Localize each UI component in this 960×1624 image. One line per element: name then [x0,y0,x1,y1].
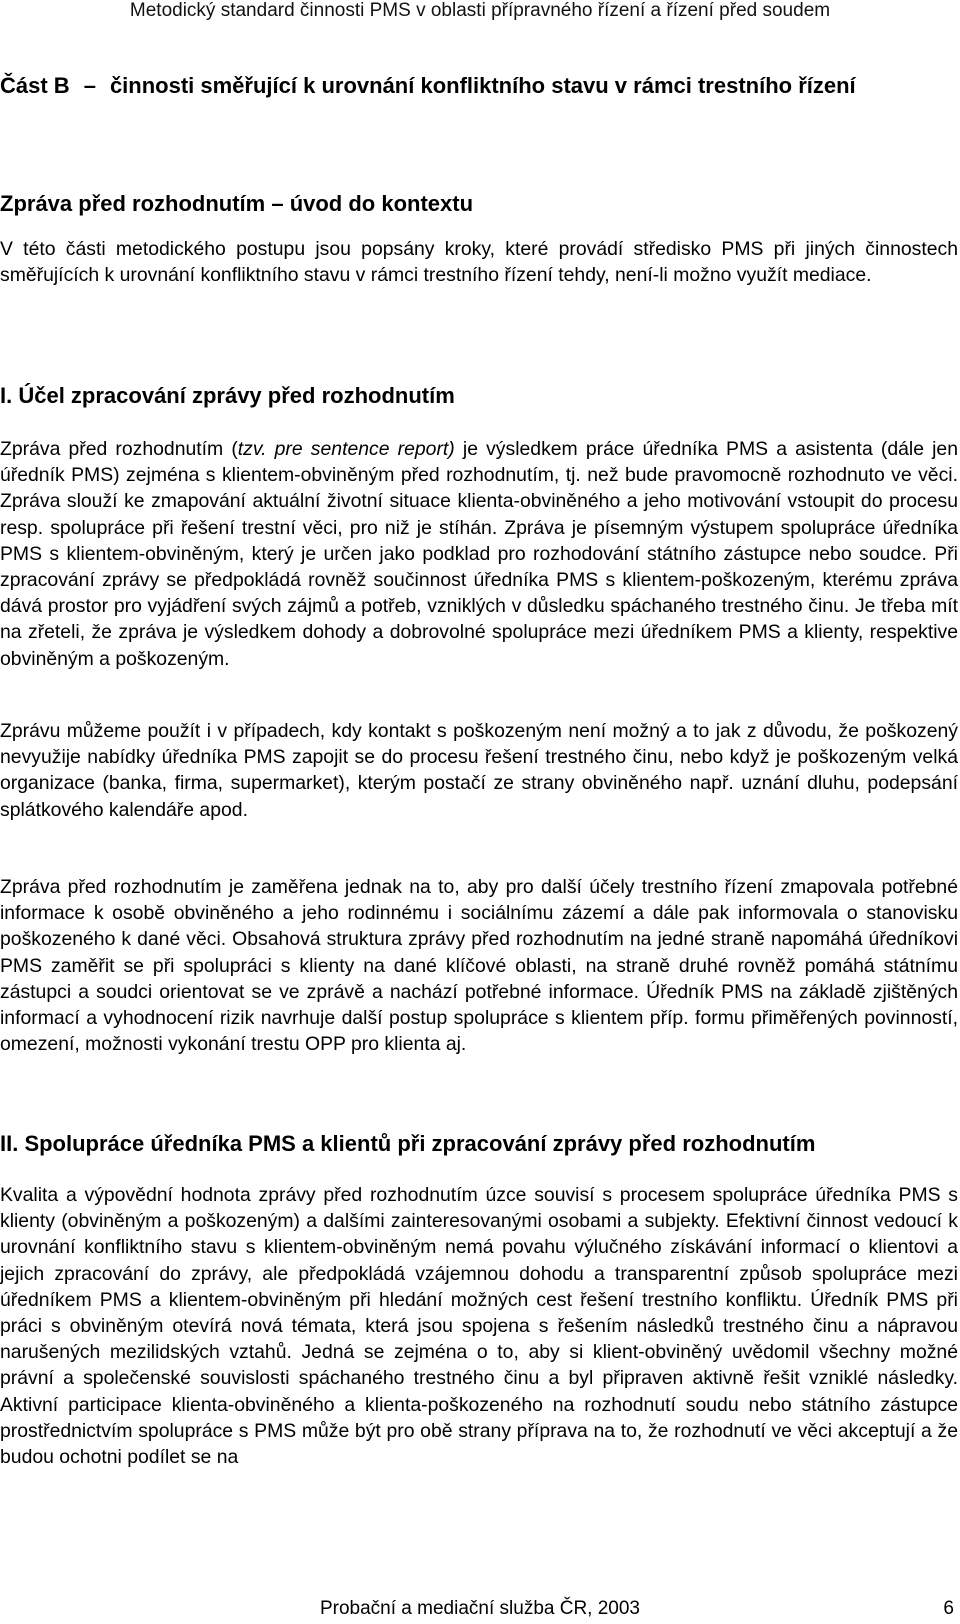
s1p1-italic: tzv. pre sentence report) [237,438,455,460]
intro-paragraph: V této části metodického postupu jsou popsány kroky, které provádí středisko PMS při jiných činnostech směřujících k urovnání konfliktního stavu v rámci trestního řízení tehdy, není-li možno využít mediace. [0,238,958,287]
section-1-paragraph-1 [0,436,958,672]
page-number: 6 [943,1598,954,1619]
part-title [0,72,955,99]
running-header: Metodický standard činnosti PMS v oblasti přípravného řízení a řízení před soudem [129,0,831,21]
section-1-paragraph-2: Zprávu můžeme použít i v případech, kdy kontakt s poškozeným není možný a to jak z důvodu, že poškozený nevyužije nabídky úředníka PMS zapojit se do procesu řešení trestného činu, nebo když je poškozeným velká organizace (banka, firma, supermarket), kterým postačí ze strany obviněného např. uznání dluhu, podepsání splátkového kalendáře apod. [0,720,958,821]
part-label: Část B [0,73,70,98]
section-1-heading: I. Účel zpracování zprávy před rozhodnutím [0,383,455,408]
footer-organization: Probační a mediační služba ČR, 2003 [319,1598,640,1619]
section-2-paragraph-1: Kvalita a výpovědní hodnota zprávy před rozhodnutím úzce souvisí s procesem spolupráce úředníka PMS s klienty (obviněným a poškozeným) a dalšími zainteresovanými osobami a subjekty. Efektivní činnost vedoucí k urovnání konfliktního stavu s klientem-obviněným nemá povahu výlučného získávání informací o klientovi a jejich zpracování do zprávy, ale předpokládá vzájemnou dohodu a transparentní způsob spolupráce mezi úředníkem PMS a klientem-obviněným při hledání možných cest řešení trestního konfliktu. Úředník PMS při práci s obviněným otevírá nová témata, která jsou spojena s řešením následků trestného činu a nápravou narušených mezilidských vztahů. Jedná se zejména o to, aby si klient-obviněný uvědomil všechny možné právní a společenské souvislosti spáchaného trestného činu a byl připraven aktivně řešit vzniklé následky. Aktivní participace klienta-obviněného a klienta-poškozeného na rozhodnutí soudu nebo státního zástupce prostřednictvím spolupráce s PMS může být pro obě strany příprava na to, že rozhodnutí ve věci akceptují a že budou ochotni podílet se na [0,1184,958,1469]
part-dash: – [83,73,96,98]
s1p1-lead: Zpráva před rozhodnutím ( [0,438,238,460]
s1p1-rest: je výsledkem práce úředníka PMS a asistenta (dále jen úředník PMS) zejména s klientem-obviněným před rozhodnutím, tj. než bude pravomocně rozhodnuto ve věci. Zpráva slouží ke zmapování aktuální životní situace klienta-obviněného a jeho motivování vstoupit do procesu resp. spolupráce při řešení trestní věci, pro niž je stíhán. Zpráva je písemným výstupem spolupráce úředníka PMS s klientem-obviněným, který je určen jako podklad pro rozhodování státního zástupce nebo soudce. Při zpracování zprávy se předpokládá rovněž součinnost úředníka PMS s klientem-poškozeným, kterému zpráva dává prostor pro vyjádření svých zájmů a potřeb, vzniklých v důsledku spáchaného trestného činu. Je třeba mít na zřeteli, že zpráva je výsledkem dohody a dobrovolné spolupráce mezi úředníkem PMS a klienty, respektive obviněným a poškozeným. [0,438,958,670]
section-2-heading: II. Spolupráce úředníka PMS a klientů při zpracování zprávy před rozhodnutím [0,1131,816,1156]
part-title-text: činnosti směřující k urovnání konfliktního stavu v rámci trestního řízení [109,73,856,98]
context-heading: Zpráva před rozhodnutím – úvod do kontextu [0,191,474,216]
section-1-paragraph-3: Zpráva před rozhodnutím je zaměřena jednak na to, aby pro další účely trestního řízení zmapovala potřebné informace k osobě obviněného a jeho rodinnému i sociálnímu zázemí a dále pak informovala o stanovisku poškozeného k dané věci. Obsahová struktura zprávy před rozhodnutím na jedné straně napomáhá úředníkovi PMS zaměřit se při spolupráci s klienty na dané klíčové oblasti, na straně druhé rovněž pomáhá státnímu zástupci a soudci orientovat se ve zprávě a nachází potřebné informace. Úředník PMS na základě zjištěných informací a vyhodnocení rizik navrhuje další postup spolupráce s klientem příp. formu přiměřených povinností, omezení, možnosti vykonání trestu OPP pro klienta aj. [0,876,958,1056]
